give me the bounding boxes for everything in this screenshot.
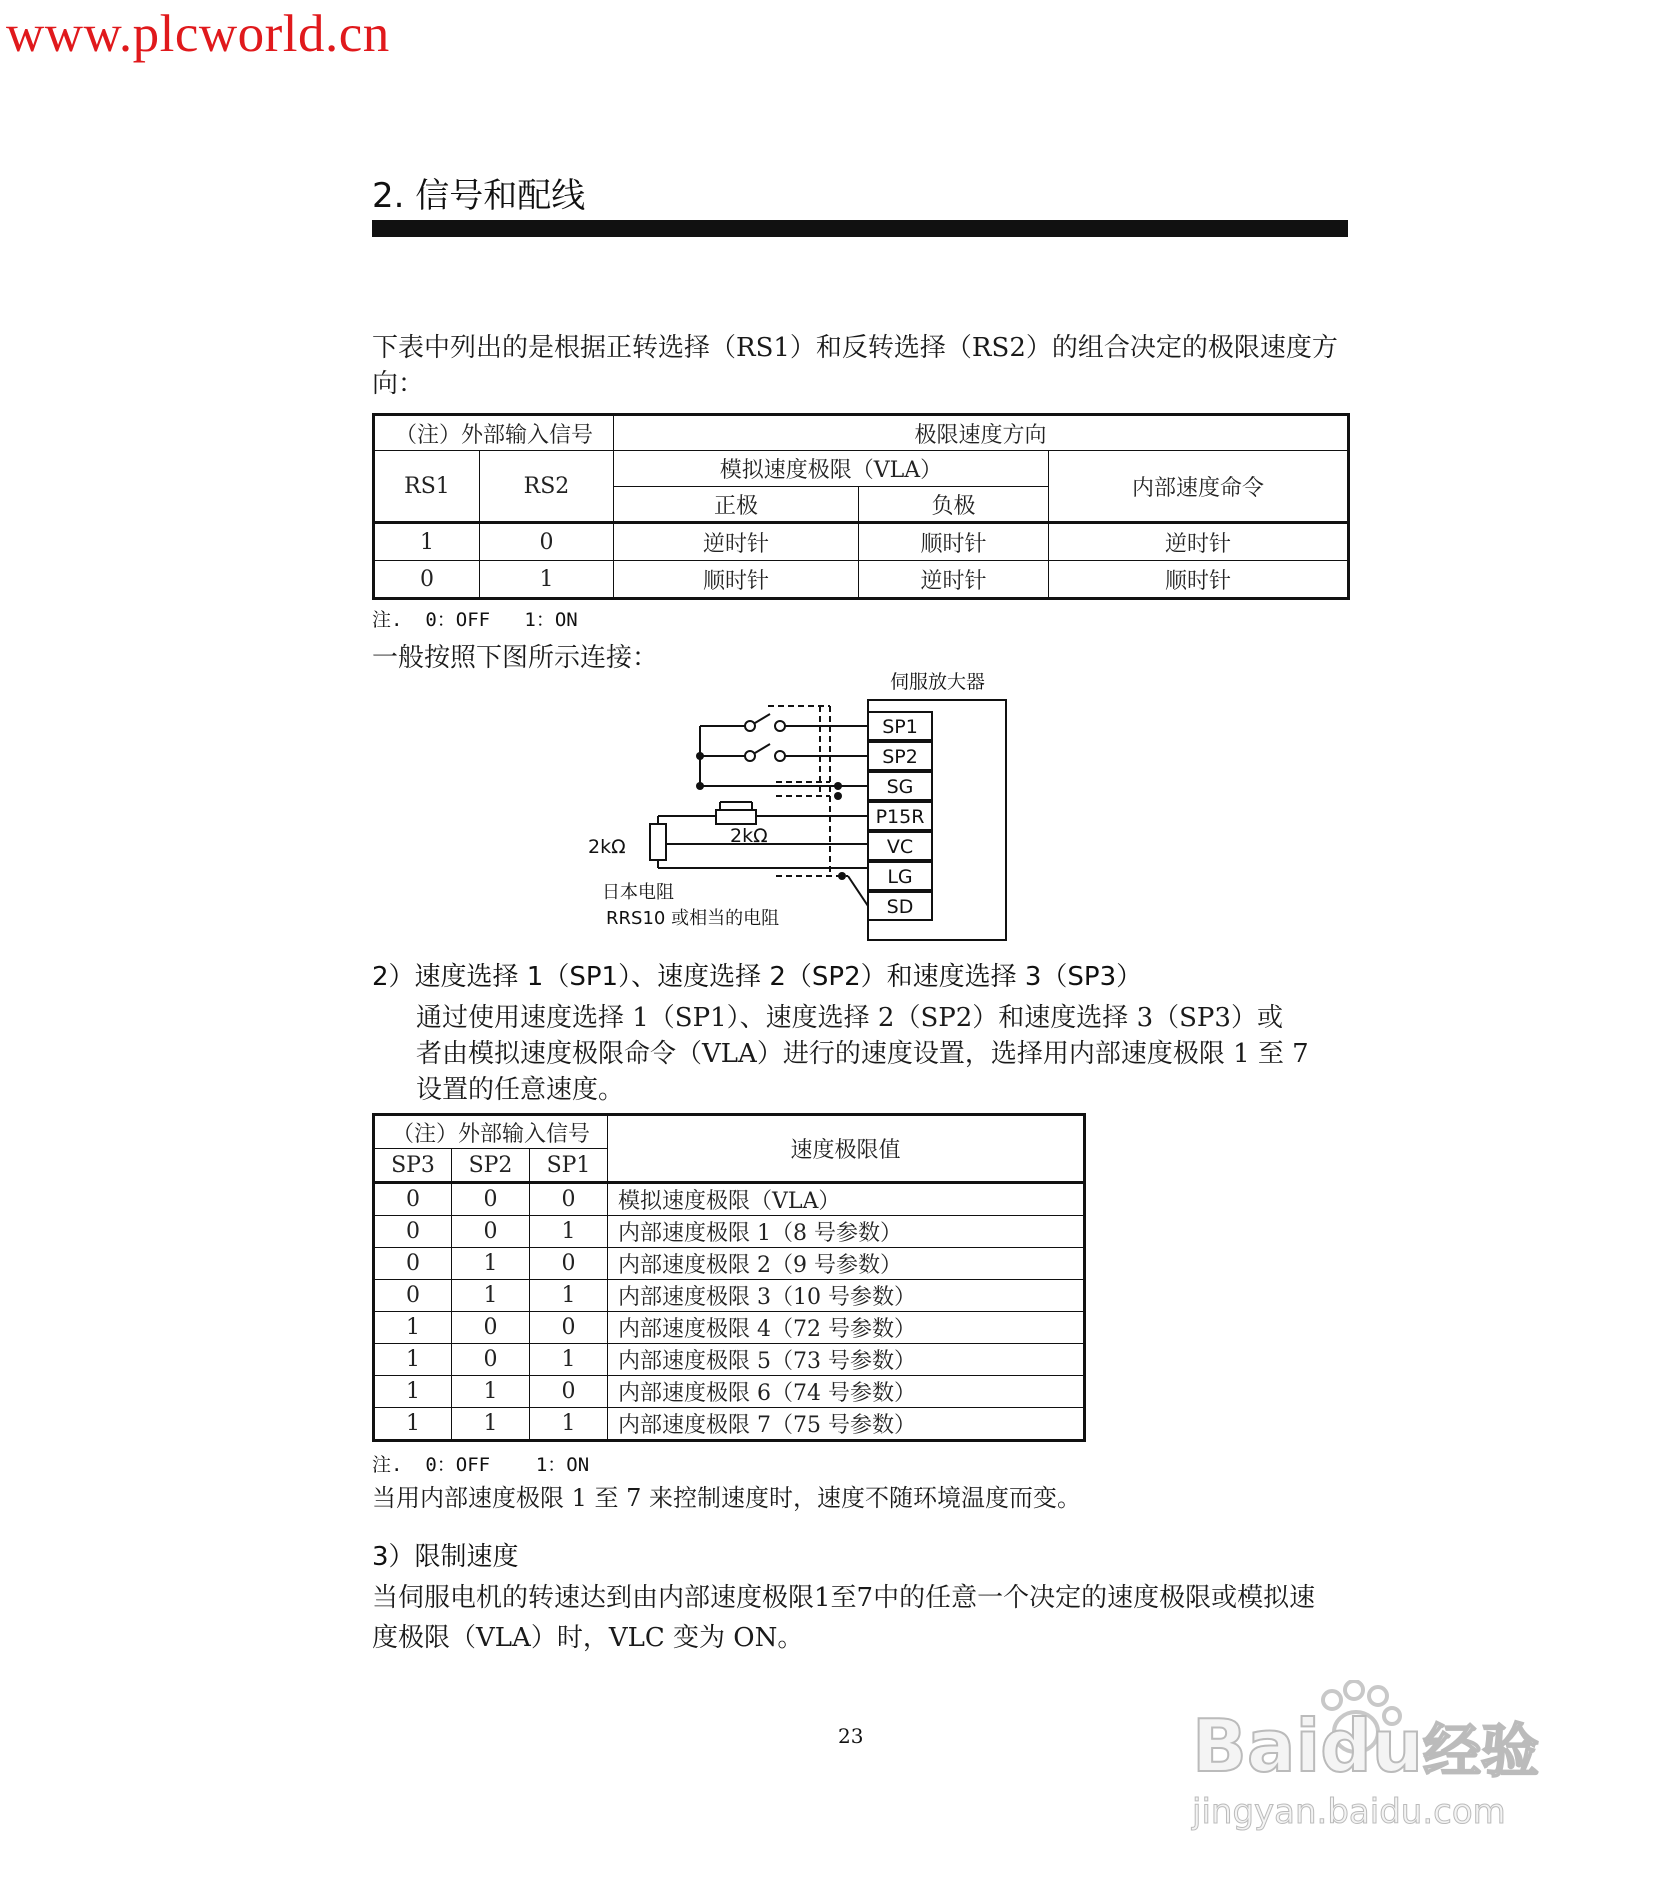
- watermark-brand2: du: [1320, 1704, 1423, 1788]
- cell-sp2: 0: [452, 1312, 530, 1344]
- terminal-sp1: SP1: [882, 716, 918, 738]
- maker-label-1: 日本电阻: [602, 882, 674, 903]
- header-negative: 负极: [859, 487, 1049, 523]
- table-row: [374, 1248, 1085, 1280]
- cell-value: 内部速度极限 4（72 号参数）: [608, 1312, 1085, 1344]
- cell-pos: 逆时针: [614, 523, 859, 561]
- cell-rs1: 1: [374, 523, 480, 561]
- wiring-diagram: [580, 662, 1020, 952]
- table-row: [374, 1216, 1085, 1248]
- cell-value: 内部速度极限 5（73 号参数）: [608, 1344, 1085, 1376]
- table-row: [374, 1312, 1085, 1344]
- resistor-label: 2kΩ: [588, 836, 626, 858]
- baidu-watermark: [1186, 1680, 1586, 1832]
- terminal-lg: LG: [887, 866, 913, 888]
- cell-sp3: 1: [374, 1376, 452, 1408]
- table-row: [374, 1344, 1085, 1376]
- table1-note: 注. 0：OFF 1：ON: [372, 609, 578, 631]
- table2-note: 注. 0：OFF 1：ON: [372, 1454, 590, 1476]
- maker-label-2: RRS10 或相当的电阻: [606, 908, 780, 929]
- cell-sp1: 0: [530, 1312, 608, 1344]
- cell-sp2: 1: [452, 1376, 530, 1408]
- cell-internal: 逆时针: [1049, 523, 1349, 561]
- pot-label: 2kΩ: [730, 825, 768, 847]
- header-speed-value: 速度极限值: [608, 1115, 1085, 1183]
- terminal-p15r: P15R: [875, 806, 925, 828]
- temperature-note: 当用内部速度极限 1 至 7 来控制速度时，速度不随环境温度而变。: [372, 1484, 1082, 1512]
- cell-sp1: 0: [530, 1248, 608, 1280]
- header-sp2: SP2: [452, 1149, 530, 1183]
- page-title: 2. 信号和配线: [372, 176, 586, 216]
- cell-neg: 顺时针: [859, 523, 1049, 561]
- cell-sp3: 1: [374, 1312, 452, 1344]
- wires: [658, 714, 868, 906]
- header-direction: 极限速度方向: [614, 415, 1349, 451]
- cell-sp1: 1: [530, 1216, 608, 1248]
- cell-value: 内部速度极限 6（74 号参数）: [608, 1376, 1085, 1408]
- header-input-signal: （注）外部输入信号: [374, 1115, 608, 1149]
- terminal-sp2: SP2: [882, 746, 918, 768]
- potentiometer: [716, 810, 756, 824]
- table-row: [374, 1183, 1085, 1216]
- section3-line-1: 当伺服电机的转速达到由内部速度极限1至7中的任意一个决定的速度极限或模拟速: [372, 1583, 1316, 1613]
- terminal-sg: SG: [886, 776, 914, 798]
- terminal-vc: VC: [886, 836, 914, 858]
- header-input-signal: （注）外部输入信号: [374, 415, 614, 451]
- header-rs2: RS2: [480, 451, 614, 523]
- direction-table: [372, 413, 1350, 600]
- cell-sp1: 1: [530, 1280, 608, 1312]
- section3-title: 3）限制速度: [372, 1542, 519, 1572]
- section3-line-2: 度极限（VLA）时，VLC 变为 ON。: [372, 1623, 804, 1653]
- watermark-cn: 经验: [1422, 1717, 1539, 1785]
- cell-sp3: 0: [374, 1183, 452, 1216]
- cell-value: 内部速度极限 2（9 号参数）: [608, 1248, 1085, 1280]
- cell-rs2: 1: [480, 561, 614, 599]
- connect-text: 一般按照下图所示连接：: [372, 643, 659, 673]
- cell-value: 内部速度极限 1（8 号参数）: [608, 1216, 1085, 1248]
- cell-value: 模拟速度极限（VLA）: [608, 1183, 1085, 1216]
- watermark-brand: Bai: [1192, 1704, 1321, 1788]
- section2-line-2: 者由模拟速度极限命令（VLA）进行的速度设置，选择用内部速度极限 1 至 7: [416, 1039, 1309, 1069]
- resistor: [650, 824, 666, 860]
- cell-internal: 顺时针: [1049, 561, 1349, 599]
- header-sp3: SP3: [374, 1149, 452, 1183]
- watermark-url: jingyan.baidu.com: [1192, 1792, 1506, 1832]
- amp-label: 伺服放大器: [890, 671, 986, 693]
- section2-line-3: 设置的任意速度。: [416, 1075, 625, 1105]
- cell-pos: 顺时针: [614, 561, 859, 599]
- speed-table: [372, 1113, 1086, 1442]
- cell-sp1: 0: [530, 1183, 608, 1216]
- cell-sp3: 0: [374, 1280, 452, 1312]
- cell-value: 内部速度极限 3（10 号参数）: [608, 1280, 1085, 1312]
- cell-sp3: 0: [374, 1216, 452, 1248]
- terminal-sd: SD: [886, 896, 914, 918]
- cell-sp1: 1: [530, 1408, 608, 1441]
- site-url: www.plcworld.cn: [6, 5, 390, 63]
- cell-sp1: 1: [530, 1344, 608, 1376]
- cell-rs1: 0: [374, 561, 480, 599]
- table-row: [374, 1280, 1085, 1312]
- cell-sp2: 0: [452, 1344, 530, 1376]
- cell-sp2: 1: [452, 1248, 530, 1280]
- cell-rs2: 0: [480, 523, 614, 561]
- cell-neg: 逆时针: [859, 561, 1049, 599]
- header-positive: 正极: [614, 487, 859, 523]
- cell-sp3: 0: [374, 1248, 452, 1280]
- cell-sp3: 1: [374, 1408, 452, 1441]
- intro-paragraph: 下表中列出的是根据正转选择（RS1）和反转选择（RS2）的组合决定的极限速度方向：: [372, 333, 1338, 399]
- title-rule: [372, 220, 1348, 237]
- table-row: [374, 561, 1349, 599]
- header-sp1: SP1: [530, 1149, 608, 1183]
- cell-sp2: 0: [452, 1216, 530, 1248]
- cell-value: 内部速度极限 7（75 号参数）: [608, 1408, 1085, 1441]
- table-row: [374, 1408, 1085, 1441]
- cell-sp1: 0: [530, 1376, 608, 1408]
- header-vla: 模拟速度极限（VLA）: [614, 451, 1049, 487]
- table-row: [374, 523, 1349, 561]
- page-number: 23: [838, 1724, 864, 1748]
- cell-sp2: 0: [452, 1183, 530, 1216]
- header-internal: 内部速度命令: [1049, 451, 1349, 523]
- cell-sp3: 1: [374, 1344, 452, 1376]
- cell-sp2: 1: [452, 1408, 530, 1441]
- header-rs1: RS1: [374, 451, 480, 523]
- table-row: [374, 1376, 1085, 1408]
- cell-sp2: 1: [452, 1280, 530, 1312]
- section2-line-1: 通过使用速度选择 1（SP1）、速度选择 2（SP2）和速度选择 3（SP3）或: [416, 1003, 1283, 1033]
- section2-title: 2）速度选择 1（SP1）、速度选择 2（SP2）和速度选择 3（SP3）: [372, 962, 1143, 992]
- switch-contacts: [745, 721, 785, 761]
